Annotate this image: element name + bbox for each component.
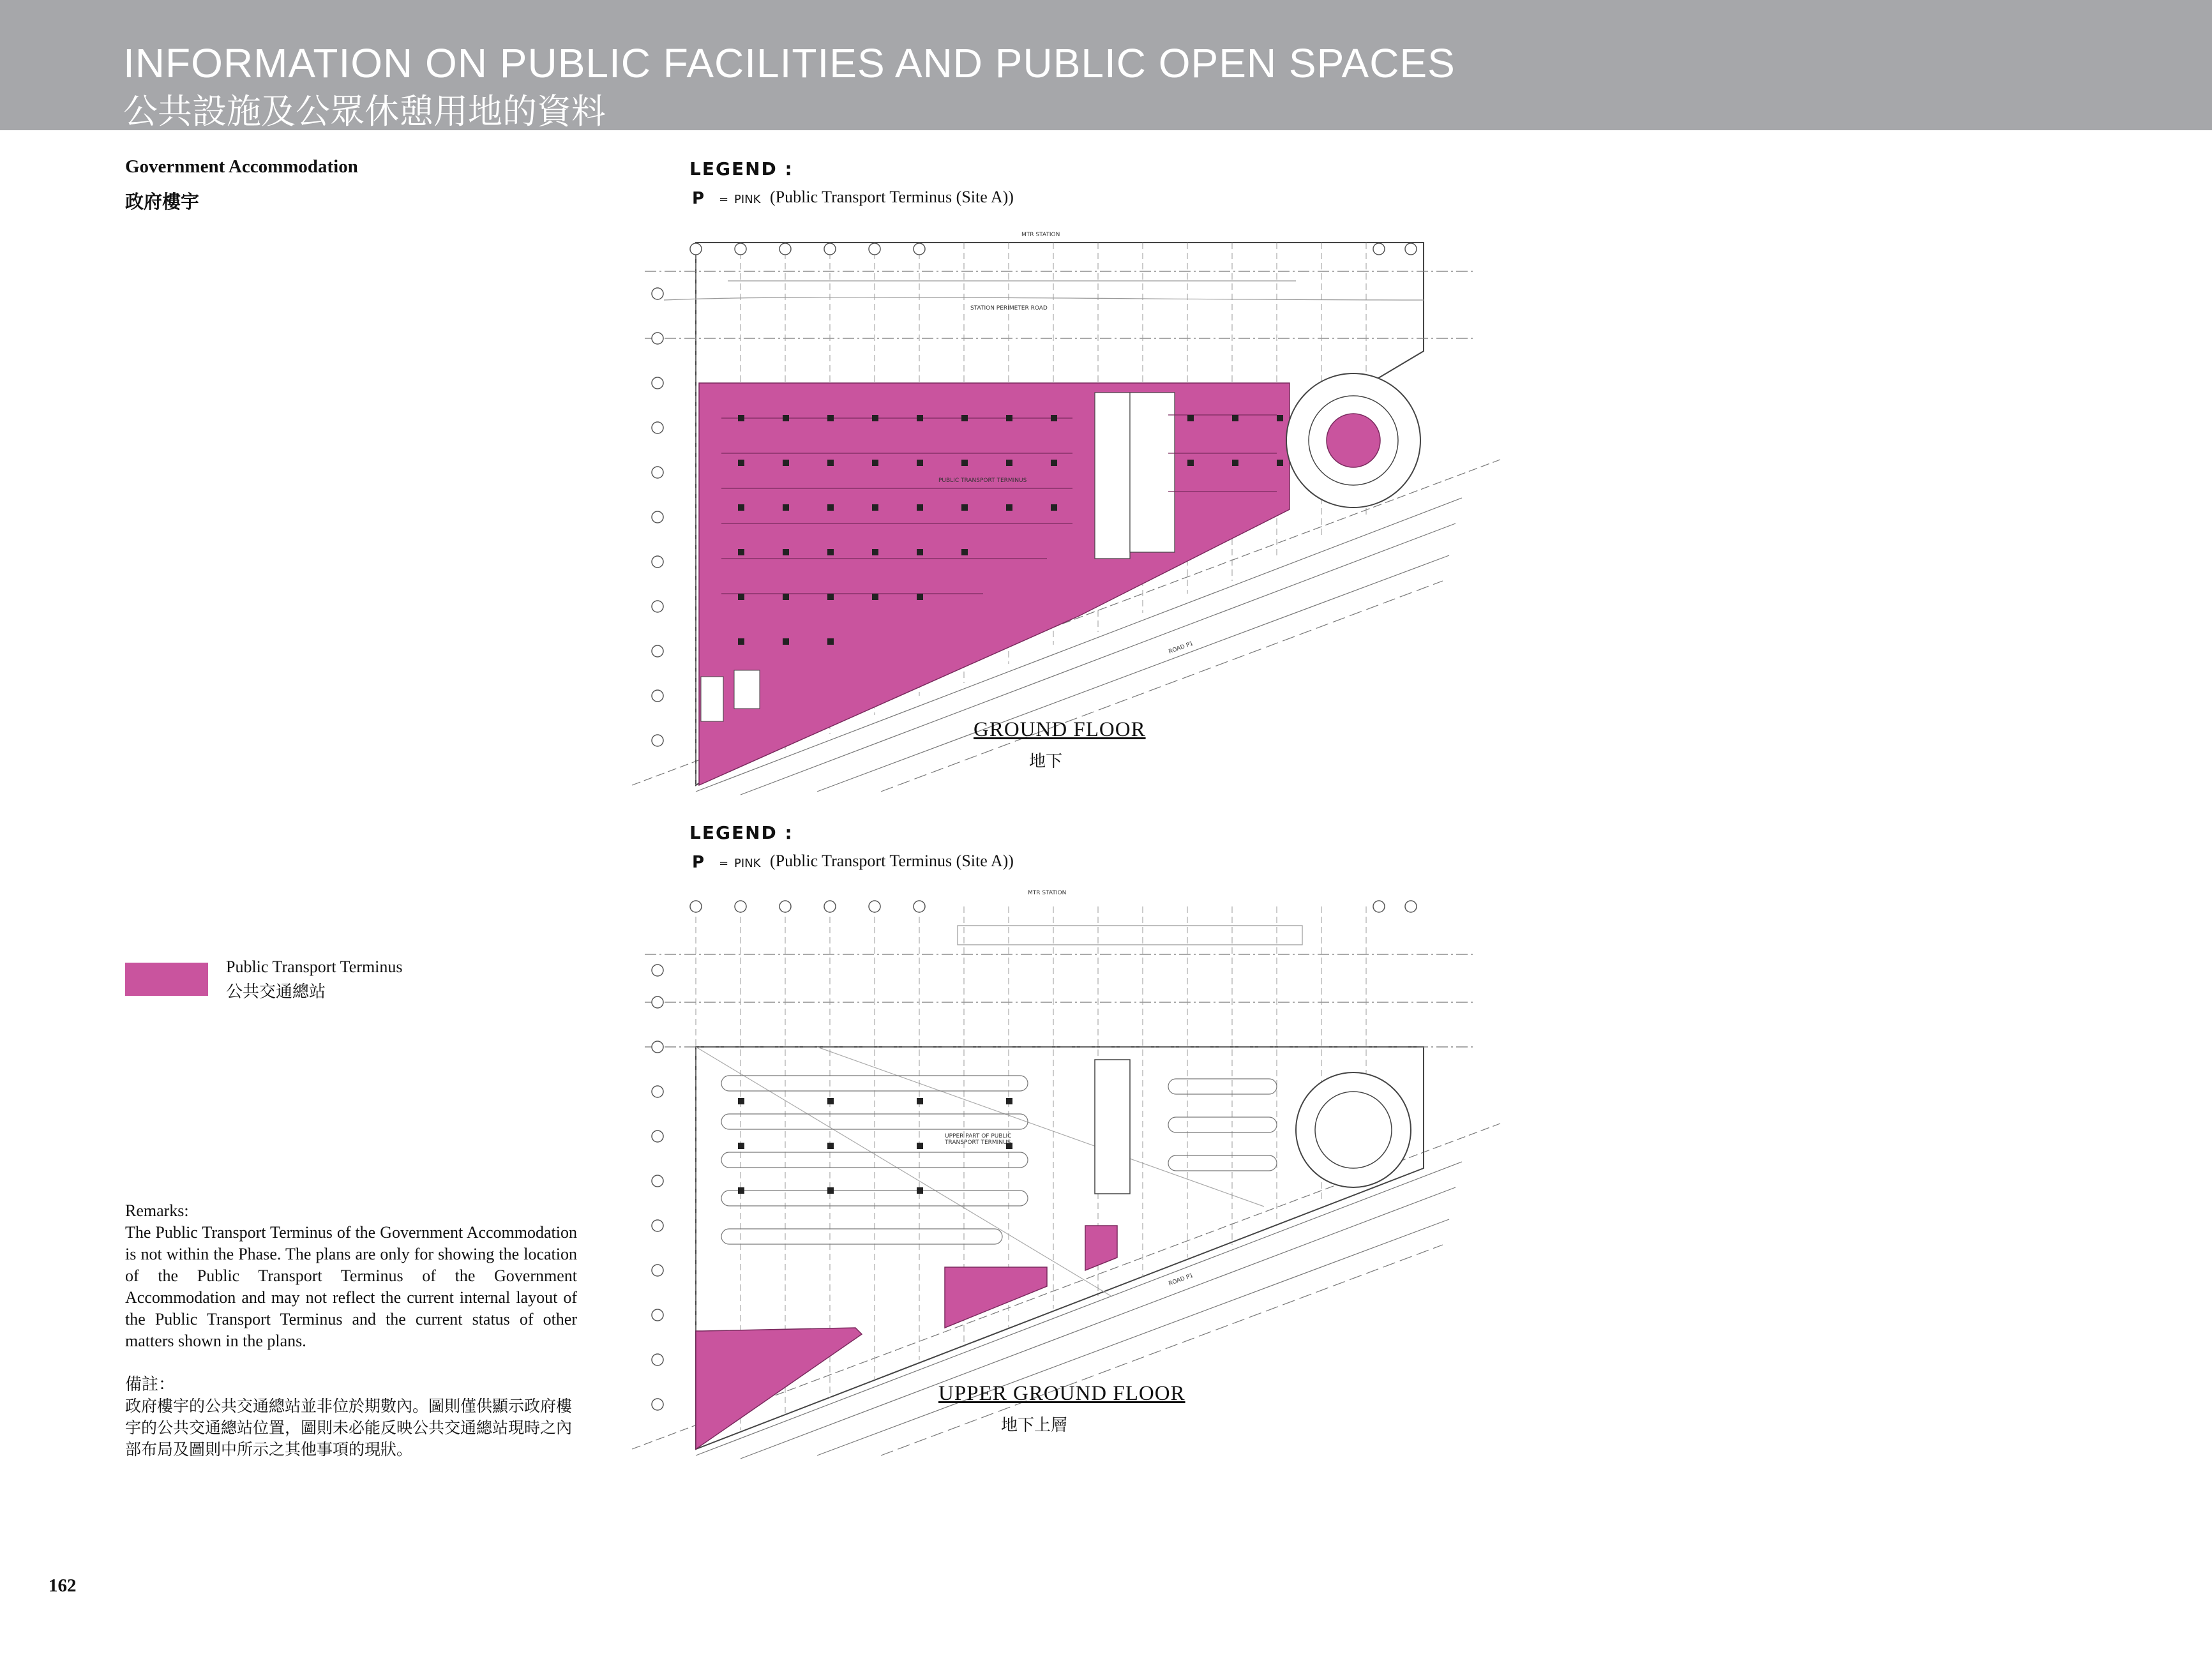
upper-ground-floor-drawing xyxy=(626,811,1513,1462)
legend-label-en: Public Transport Terminus xyxy=(226,958,403,976)
legend-label-zh: 公共交通總站 xyxy=(226,982,326,1002)
legend-key-letter: P xyxy=(692,853,705,872)
legend-title: LEGEND : xyxy=(689,158,794,179)
remarks-title-zh: 備註： xyxy=(125,1375,176,1394)
page-number: 162 xyxy=(49,1575,77,1596)
perimeter-road-label: STATION PERIMETER ROAD xyxy=(970,305,1048,312)
ptt-label: PUBLIC TRANSPORT TERMINUS xyxy=(938,477,1027,484)
section-title-en: Government Accommodation xyxy=(125,156,358,177)
floor-title-zh: 地下上層 xyxy=(1001,1416,1068,1435)
header-title-zh: 公共設施及公眾休憩用地的資料 xyxy=(123,91,606,132)
header-title-en: INFORMATION ON PUBLIC FACILITIES AND PUBLIC OPEN SPACES xyxy=(123,40,1456,86)
legend-description: (Public Transport Terminus (Site A)) xyxy=(770,188,1014,206)
floor-title-en: UPPER GROUND FLOOR xyxy=(938,1382,1185,1405)
remarks-body-en: The Public Transport Terminus of the Government Accommodation is not within the Phase. The plans are only for showing the location of the Public Transport Terminus of the Government Accommodation and may not reflect the current internal layout of the Public Transport Terminus and the current status of other matters shown in the plans. xyxy=(125,1223,577,1350)
legend-color-word: PINK xyxy=(734,857,761,870)
floor-title-en: GROUND FLOOR xyxy=(974,718,1146,741)
section-title-zh: 政府樓宇 xyxy=(125,191,200,213)
pink-legend-swatch xyxy=(125,963,208,996)
legend-equals: = xyxy=(719,193,729,206)
page-header xyxy=(0,0,2212,130)
floor-title-zh: 地下 xyxy=(1029,752,1063,771)
legend-key-letter: P xyxy=(692,189,705,208)
ground-floor-plan xyxy=(626,147,1513,798)
legend-title: LEGEND : xyxy=(689,822,794,843)
station-label: MTR STATION xyxy=(1021,232,1060,238)
upper-ptt-label: UPPER PART OF PUBLIC TRANSPORT TERMINUS xyxy=(945,1133,1012,1146)
legend-description: (Public Transport Terminus (Site A)) xyxy=(770,852,1014,870)
remarks-title-en: Remarks: xyxy=(125,1201,189,1220)
remarks-block xyxy=(125,1200,577,1461)
legend-equals: = xyxy=(719,857,729,870)
road-label: ROAD P1 xyxy=(1168,640,1194,656)
upper-ground-floor-plan xyxy=(626,811,1513,1462)
road-label: ROAD P1 xyxy=(1168,1272,1194,1288)
legend-color-word: PINK xyxy=(734,193,761,206)
station-label: MTR STATION xyxy=(1028,890,1067,896)
ground-floor-drawing xyxy=(626,147,1513,798)
remarks-body-zh: 政府樓宇的公共交通總站並非位於期數內。圖則僅供顯示政府樓宇的公共交通總站位置，圖則未必能反映公共交通總站現時之內部布局及圖則中所示之其他事項的現狀。 xyxy=(125,1397,573,1459)
